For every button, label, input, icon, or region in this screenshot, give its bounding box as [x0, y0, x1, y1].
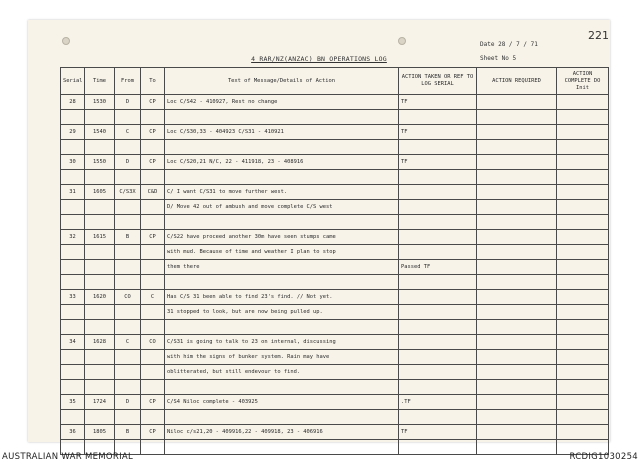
cell-from [115, 365, 141, 380]
cell-to [141, 260, 165, 275]
cell-text [165, 170, 399, 185]
punch-hole-right [398, 37, 406, 45]
cell-action-required [477, 200, 557, 215]
cell-action-taken [399, 245, 477, 260]
cell-from: C/S3X [115, 185, 141, 200]
cell-action-taken: TF [399, 125, 477, 140]
cell-to [141, 305, 165, 320]
cell-action-required [477, 230, 557, 245]
table-row [61, 275, 609, 290]
cell-time [85, 245, 115, 260]
cell-action-required [477, 305, 557, 320]
cell-time [85, 110, 115, 125]
cell-action-taken: TF [399, 425, 477, 440]
cell-from: C [115, 125, 141, 140]
cell-to: CP [141, 230, 165, 245]
cell-serial [61, 245, 85, 260]
cell-action-required [477, 290, 557, 305]
table-row [61, 305, 609, 320]
cell-action-taken [399, 215, 477, 230]
cell-to [141, 320, 165, 335]
cell-action-taken [399, 185, 477, 200]
cell-serial: 30 [61, 155, 85, 170]
cell-to: CO [141, 335, 165, 350]
cell-action-taken [399, 335, 477, 350]
col-text: Text of Message/Details of Action [165, 68, 399, 95]
cell-serial: 35 [61, 395, 85, 410]
cell-action-taken [399, 170, 477, 185]
sheet-value: 5 [512, 55, 517, 62]
table-row [61, 290, 609, 305]
table-row [61, 350, 609, 365]
header-row [61, 68, 609, 95]
cell-from: D [115, 155, 141, 170]
cell-action-complete [557, 320, 609, 335]
cell-time [85, 275, 115, 290]
cell-action-required [477, 110, 557, 125]
cell-time [85, 320, 115, 335]
cell-text: C/S22 have proceed another 30m have seen stumps came [165, 230, 399, 245]
cell-to [141, 245, 165, 260]
footer-record-id: RCDIG1030254 [569, 452, 638, 462]
cell-serial: 31 [61, 185, 85, 200]
cell-action-required [477, 260, 557, 275]
cell-action-taken [399, 380, 477, 395]
cell-from [115, 305, 141, 320]
table-row [61, 215, 609, 230]
cell-action-complete [557, 275, 609, 290]
cell-to: CP [141, 395, 165, 410]
cell-action-complete [557, 425, 609, 440]
cell-text: Loc C/S30,33 - 404923 C/S31 - 410921 [165, 125, 399, 140]
cell-serial: 33 [61, 290, 85, 305]
cell-action-taken [399, 200, 477, 215]
cell-text: C/S4 Niloc complete - 403925 [165, 395, 399, 410]
col-from: From [115, 68, 141, 95]
cell-serial [61, 260, 85, 275]
cell-time: 1550 [85, 155, 115, 170]
cell-from: D [115, 395, 141, 410]
cell-from: B [115, 230, 141, 245]
cell-action-required [477, 350, 557, 365]
punch-hole-left [62, 37, 70, 45]
table-row [61, 95, 609, 110]
log-sheet [28, 20, 610, 442]
cell-serial [61, 200, 85, 215]
cell-action-complete [557, 395, 609, 410]
cell-time [85, 140, 115, 155]
cell-from: C [115, 335, 141, 350]
sheet-label: Sheet No [480, 55, 509, 62]
cell-from [115, 215, 141, 230]
cell-action-taken: Passed TF [399, 260, 477, 275]
cell-action-taken [399, 350, 477, 365]
cell-action-taken [399, 290, 477, 305]
cell-action-complete [557, 95, 609, 110]
cell-text [165, 440, 399, 455]
cell-action-complete [557, 155, 609, 170]
cell-text [165, 380, 399, 395]
cell-text: Has C/S 31 been able to find 23's find. // Not yet. [165, 290, 399, 305]
cell-action-required [477, 155, 557, 170]
cell-action-complete [557, 200, 609, 215]
cell-text: 31 stopped to look, but are now being pulled up. [165, 305, 399, 320]
table-row [61, 335, 609, 350]
cell-text [165, 110, 399, 125]
cell-from [115, 170, 141, 185]
cell-to [141, 215, 165, 230]
cell-to: CP [141, 125, 165, 140]
cell-action-complete [557, 290, 609, 305]
cell-text: with mud. Because of time and weather I plan to stop [165, 245, 399, 260]
cell-text [165, 410, 399, 425]
col-serial: Serial [61, 68, 85, 95]
cell-text: with him the signs of bunker system. Rain may have [165, 350, 399, 365]
col-to: To [141, 68, 165, 95]
table-row [61, 170, 609, 185]
cell-action-required [477, 320, 557, 335]
cell-time: 1615 [85, 230, 115, 245]
cell-from: D [115, 95, 141, 110]
cell-action-complete [557, 365, 609, 380]
cell-action-complete [557, 125, 609, 140]
cell-text [165, 275, 399, 290]
cell-to [141, 170, 165, 185]
operations-log-table [60, 67, 609, 455]
corner-page-number: 221 [588, 29, 609, 42]
sheet-number-field [480, 55, 516, 62]
cell-action-complete [557, 110, 609, 125]
cell-serial [61, 365, 85, 380]
cell-action-complete [557, 215, 609, 230]
cell-serial [61, 110, 85, 125]
cell-from: B [115, 425, 141, 440]
cell-text: oblitterated, but still endevour to find. [165, 365, 399, 380]
cell-time: 1605 [85, 185, 115, 200]
cell-time [85, 410, 115, 425]
cell-action-taken [399, 110, 477, 125]
cell-from [115, 110, 141, 125]
cell-action-required [477, 335, 557, 350]
table-row [61, 230, 609, 245]
cell-action-complete [557, 305, 609, 320]
table-row [61, 425, 609, 440]
cell-serial [61, 410, 85, 425]
cell-serial [61, 350, 85, 365]
table-row [61, 440, 609, 455]
cell-action-complete [557, 170, 609, 185]
cell-text: Loc C/S42 - 410927, Rest no change [165, 95, 399, 110]
cell-time [85, 365, 115, 380]
cell-to: CP [141, 425, 165, 440]
cell-action-required [477, 410, 557, 425]
date-value: 28 / 7 / 71 [498, 41, 538, 48]
table-row [61, 410, 609, 425]
cell-time [85, 260, 115, 275]
cell-action-required [477, 215, 557, 230]
cell-text [165, 140, 399, 155]
cell-action-taken: TF [399, 95, 477, 110]
cell-serial: 32 [61, 230, 85, 245]
cell-action-required [477, 440, 557, 455]
cell-action-complete [557, 245, 609, 260]
cell-action-complete [557, 350, 609, 365]
cell-to: CP [141, 95, 165, 110]
cell-action-taken [399, 140, 477, 155]
cell-action-complete [557, 140, 609, 155]
cell-time: 1620 [85, 290, 115, 305]
cell-to [141, 140, 165, 155]
cell-from [115, 350, 141, 365]
cell-time [85, 170, 115, 185]
cell-action-taken [399, 230, 477, 245]
cell-action-required [477, 95, 557, 110]
cell-from: CO [115, 290, 141, 305]
cell-serial: 28 [61, 95, 85, 110]
cell-action-required [477, 365, 557, 380]
cell-serial [61, 215, 85, 230]
cell-from [115, 275, 141, 290]
cell-serial [61, 170, 85, 185]
col-action-complete: ACTION COMPLETE DO Init [557, 68, 609, 95]
cell-to [141, 350, 165, 365]
cell-action-taken [399, 320, 477, 335]
table-row [61, 395, 609, 410]
cell-time: 1805 [85, 425, 115, 440]
cell-action-complete [557, 410, 609, 425]
cell-text: C/S31 is going to talk to 23 on internal, discussing [165, 335, 399, 350]
cell-action-complete [557, 335, 609, 350]
cell-from [115, 260, 141, 275]
table-row [61, 110, 609, 125]
cell-text: them there [165, 260, 399, 275]
cell-action-taken [399, 275, 477, 290]
cell-to [141, 110, 165, 125]
cell-action-complete [557, 185, 609, 200]
log-title: 4 RAR/NZ(ANZAC) BN OPERATIONS LOG [251, 55, 387, 63]
cell-action-taken [399, 440, 477, 455]
cell-to: C&D [141, 185, 165, 200]
cell-from [115, 140, 141, 155]
table-row [61, 185, 609, 200]
table-row [61, 380, 609, 395]
cell-text: Niloc c/s21,20 - 409916,22 - 409918, 23 - 406916 [165, 425, 399, 440]
cell-to: C [141, 290, 165, 305]
cell-action-required [477, 395, 557, 410]
cell-serial: 34 [61, 335, 85, 350]
table-row [61, 365, 609, 380]
cell-action-required [477, 275, 557, 290]
cell-to [141, 440, 165, 455]
cell-action-complete [557, 230, 609, 245]
cell-from [115, 245, 141, 260]
cell-time [85, 380, 115, 395]
cell-to [141, 275, 165, 290]
cell-to [141, 410, 165, 425]
cell-time [85, 350, 115, 365]
cell-from [115, 380, 141, 395]
cell-text [165, 215, 399, 230]
cell-serial [61, 320, 85, 335]
cell-action-taken: .TF [399, 395, 477, 410]
cell-from [115, 200, 141, 215]
cell-action-taken [399, 305, 477, 320]
cell-time: 1628 [85, 335, 115, 350]
footer-source: AUSTRALIAN WAR MEMORIAL [2, 452, 134, 462]
col-time: Time [85, 68, 115, 95]
cell-text: C/ I want C/S31 to move further west. [165, 185, 399, 200]
table-row [61, 155, 609, 170]
cell-time: 1540 [85, 125, 115, 140]
cell-to [141, 365, 165, 380]
cell-from [115, 410, 141, 425]
cell-action-required [477, 425, 557, 440]
cell-serial [61, 380, 85, 395]
cell-time [85, 305, 115, 320]
table-row [61, 140, 609, 155]
cell-time: 1724 [85, 395, 115, 410]
table-row [61, 125, 609, 140]
cell-text: Loc C/S20,21 N/C, 22 - 411918, 23 - 408916 [165, 155, 399, 170]
cell-time [85, 215, 115, 230]
cell-serial [61, 275, 85, 290]
cell-text: D/ Move 42 out of ambush and move complete C/S west [165, 200, 399, 215]
cell-serial: 29 [61, 125, 85, 140]
cell-to [141, 380, 165, 395]
cell-serial [61, 305, 85, 320]
cell-action-taken: TF [399, 155, 477, 170]
date-label: Date [480, 41, 495, 48]
cell-action-taken [399, 365, 477, 380]
cell-time: 1530 [85, 95, 115, 110]
table-row [61, 260, 609, 275]
cell-time [85, 200, 115, 215]
cell-from [115, 320, 141, 335]
cell-to [141, 200, 165, 215]
cell-serial [61, 140, 85, 155]
cell-serial: 36 [61, 425, 85, 440]
log-body [61, 95, 609, 455]
table-row [61, 245, 609, 260]
cell-to: CP [141, 155, 165, 170]
cell-action-required [477, 185, 557, 200]
cell-action-complete [557, 260, 609, 275]
table-row [61, 200, 609, 215]
cell-action-required [477, 170, 557, 185]
cell-action-taken [399, 410, 477, 425]
cell-action-required [477, 140, 557, 155]
cell-action-required [477, 380, 557, 395]
col-action-taken: ACTION TAKEN OR REF TO LOG SERIAL [399, 68, 477, 95]
cell-action-required [477, 245, 557, 260]
table-row [61, 320, 609, 335]
col-action-required: ACTION REQUIRED [477, 68, 557, 95]
date-field [480, 41, 538, 48]
cell-text [165, 320, 399, 335]
cell-action-required [477, 125, 557, 140]
cell-action-complete [557, 380, 609, 395]
